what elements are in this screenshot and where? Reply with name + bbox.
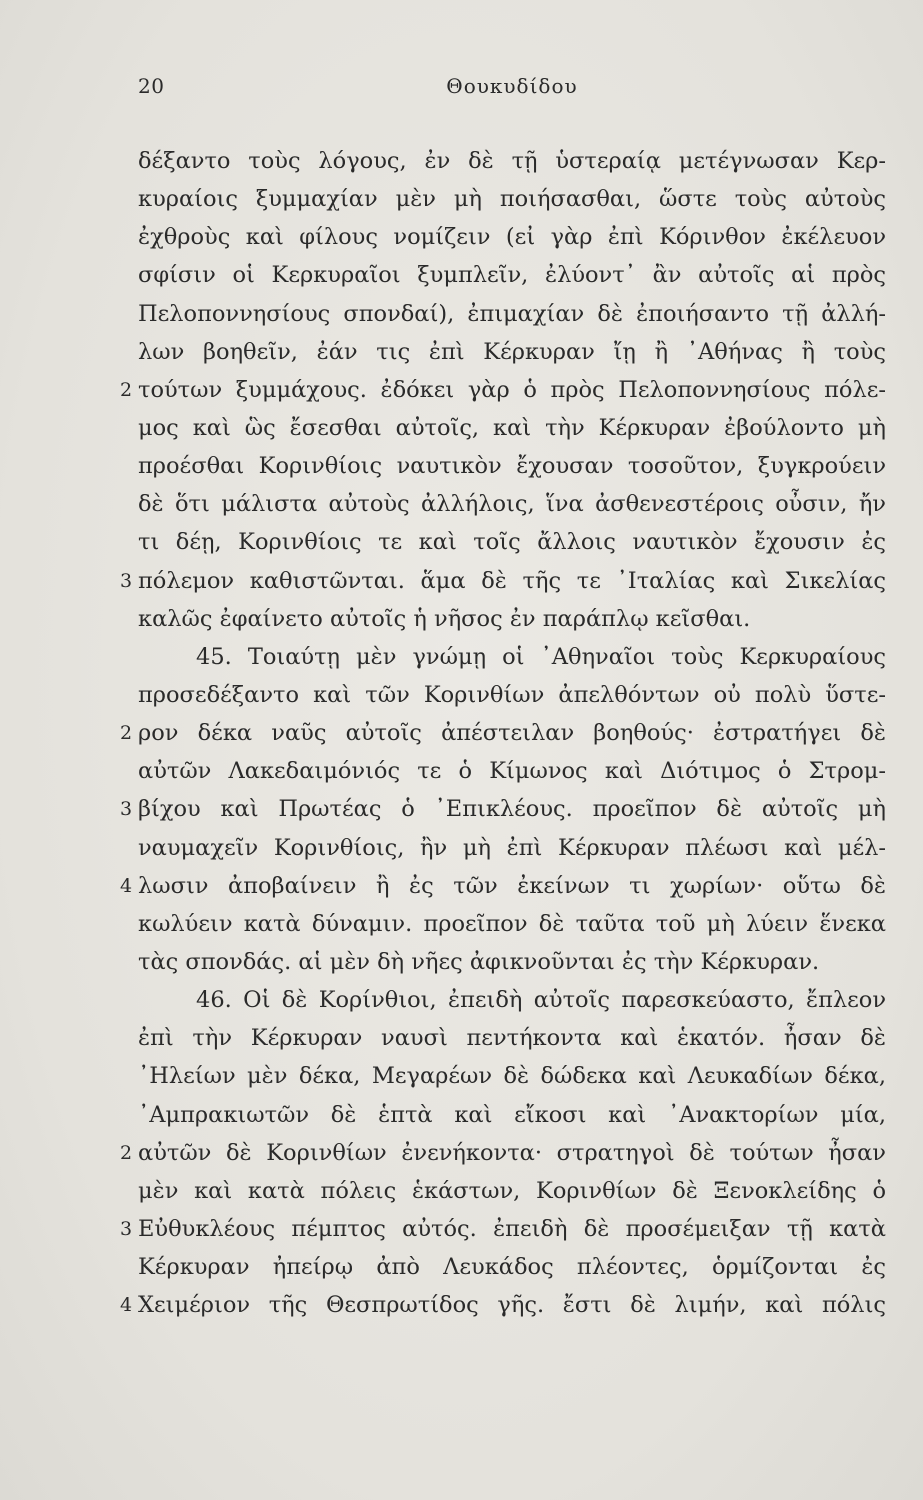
section-number: 3 (120, 569, 133, 592)
line-text: ρον δέκα ναῦς αὐτοῖς ἀπέστειλαν βοηθούς· ἐστρατήγει δὲ (138, 720, 886, 747)
line-text: κωλύειν κατὰ δύναμιν. προεῖπον δὲ ταῦτα τοῦ μὴ λύειν ἕνεκα (138, 910, 886, 937)
line-text: ἐπὶ τὴν Κέρκυραν ναυσὶ πεντήκοντα καὶ ἑκατόν. ἦσαν δὲ (138, 1025, 886, 1052)
line-text: 46. Οἱ δὲ Κορίνθιοι, ἐπειδὴ αὐτοῖς παρεσκεύαστο, ἔπλεον (196, 987, 886, 1014)
text-line (138, 905, 886, 943)
text-line (138, 180, 886, 218)
line-text: αὐτῶν Λακεδαιμόνιός τε ὁ Κίμωνος καὶ Διότιμος ὁ Στρομ- (138, 758, 886, 785)
line-text: κυραίοις ξυμμαχίαν μὲν μὴ ποιήσασθαι, ὥστε τοὺς αὐτοὺς (138, 186, 886, 213)
line-text: Κέρκυραν ἠπείρῳ ἀπὸ Λευκάδος πλέοντες, ὁρμίζονται ἐς (138, 1254, 886, 1281)
text-line (120, 867, 886, 905)
text-line (138, 256, 886, 294)
line-text: ἐχθροὺς καὶ φίλους νομίζειν (εἰ γὰρ ἐπὶ Κόρινθον ἐκέλευον (138, 224, 886, 251)
line-text: προέσθαι Κορινθίοις ναυτικὸν ἔχουσαν τοσοῦτον, ξυγκρούειν (138, 453, 886, 480)
text-line (120, 371, 886, 409)
line-text: δέξαντο τοὺς λόγους, ἐν δὲ τῇ ὑστεραίᾳ μετέγνωσαν Κερ- (138, 148, 886, 174)
line-text: λωσιν ἀποβαίνειν ἢ ἐς τῶν ἐκείνων τι χωρίων· οὕτω δὲ (138, 872, 886, 899)
line-text: 45. Τοιαύτῃ μὲν γνώμῃ οἱ ᾽Αθηναῖοι τοὺς Κερκυραίους (196, 643, 886, 670)
section-number: 4 (120, 1294, 133, 1317)
line-text: τι δέῃ, Κορινθίοις τε καὶ τοῖς ἄλλοις ναυτικὸν ἔχουσιν ἐς (138, 529, 886, 556)
text-line (120, 562, 886, 600)
line-text: πόλεμον καθιστῶνται. ἅμα δὲ τῆς τε ᾽Ιταλίας καὶ Σικελίας (138, 567, 886, 594)
line-text: Πελοποννησίους σπονδαί), ἐπιμαχίαν δὲ ἐποιήσαντο τῇ ἀλλή- (138, 300, 886, 327)
text-line (120, 1134, 886, 1172)
text-line (138, 409, 886, 447)
line-text: βίχου καὶ Πρωτέας ὁ ᾽Επικλέους. προεῖπον δὲ αὐτοῖς μὴ (138, 796, 886, 823)
text-line (138, 1248, 886, 1286)
text-line (138, 523, 886, 561)
body-text (120, 142, 886, 1324)
text-line (138, 676, 886, 714)
text-line (138, 333, 886, 371)
line-text: τούτων ξυμμάχους. ἐδόκει γὰρ ὁ πρὸς Πελοποννησίους πόλε- (138, 376, 886, 403)
text-line (138, 1057, 886, 1095)
line-text: τὰς σπονδάς. αἱ μὲν δὴ νῆες ἀφικνοῦνται ἐς τὴν Κέρκυραν. (138, 948, 820, 975)
text-line (138, 447, 886, 485)
text-line (138, 485, 886, 523)
section-number: 3 (120, 1217, 133, 1240)
line-text: προσεδέξαντο καὶ τῶν Κορινθίων ἀπελθόντων οὐ πολὺ ὕστε- (138, 681, 886, 708)
text-line (120, 714, 886, 752)
page-header (138, 74, 886, 108)
line-text: σφίσιν οἱ Κερκυραῖοι ξυμπλεῖν, ἐλύοντ᾽ ἂν αὐτοῖς αἱ πρὸς (138, 262, 886, 289)
page-number: 20 (138, 74, 165, 98)
line-text: Εὐθυκλέους πέμπτος αὐτός. ἐπειδὴ δὲ προσέμειξαν τῇ κατὰ (138, 1215, 886, 1242)
line-text: ᾽Ηλείων μὲν δέκα, Μεγαρέων δὲ δώδεκα καὶ Λευκαδίων δέκα, (138, 1063, 886, 1090)
text-line (138, 1096, 886, 1134)
text-line (138, 752, 886, 790)
section-number: 3 (120, 798, 133, 821)
text-line (138, 218, 886, 256)
text-line (138, 638, 886, 676)
running-head: Θουκυδίδου (446, 74, 578, 98)
text-line (138, 142, 886, 180)
text-line (120, 790, 886, 828)
line-text: δὲ ὅτι μάλιστα αὐτοὺς ἀλλήλοις, ἵνα ἀσθενεστέροις οὖσιν, ἤν (138, 491, 886, 518)
section-number: 2 (120, 722, 133, 745)
section-number: 4 (120, 874, 133, 897)
line-text: ᾽Αμπρακιωτῶν δὲ ἑπτὰ καὶ εἴκοσι καὶ ᾽Ανακτορίων μία, (138, 1101, 886, 1128)
text-line (138, 600, 886, 638)
section-number: 2 (120, 378, 133, 401)
text-line (138, 1019, 886, 1057)
text-line (120, 1210, 886, 1248)
text-line (138, 943, 886, 981)
line-text: αὐτῶν δὲ Κορινθίων ἐνενήκοντα· στρατηγοὶ δὲ τούτων ἦσαν (138, 1139, 886, 1166)
text-line (138, 1172, 886, 1210)
line-text: Χειμέριον τῆς Θεσπρωτίδος γῆς. ἔστι δὲ λιμήν, καὶ πόλις (138, 1292, 886, 1319)
line-text: καλῶς ἐφαίνετο αὐτοῖς ἡ νῆσος ἐν παράπλῳ κεῖσθαι. (138, 605, 751, 632)
text-line (138, 295, 886, 333)
section-number: 2 (120, 1141, 133, 1164)
line-text: ναυμαχεῖν Κορινθίοις, ἢν μὴ ἐπὶ Κέρκυραν πλέωσι καὶ μέλ- (138, 834, 886, 861)
line-text: μὲν καὶ κατὰ πόλεις ἑκάστων, Κορινθίων δὲ Ξενοκλείδης ὁ (138, 1177, 886, 1204)
text-line (138, 829, 886, 867)
text-line (120, 1286, 886, 1324)
text-line (138, 981, 886, 1019)
line-text: μος καὶ ὣς ἔσεσθαι αὐτοῖς, καὶ τὴν Κέρκυραν ἐβούλοντο μὴ (138, 414, 886, 441)
line-text: λων βοηθεῖν, ἐάν τις ἐπὶ Κέρκυραν ἴῃ ἢ ᾽Αθήνας ἢ τοὺς (138, 338, 886, 365)
